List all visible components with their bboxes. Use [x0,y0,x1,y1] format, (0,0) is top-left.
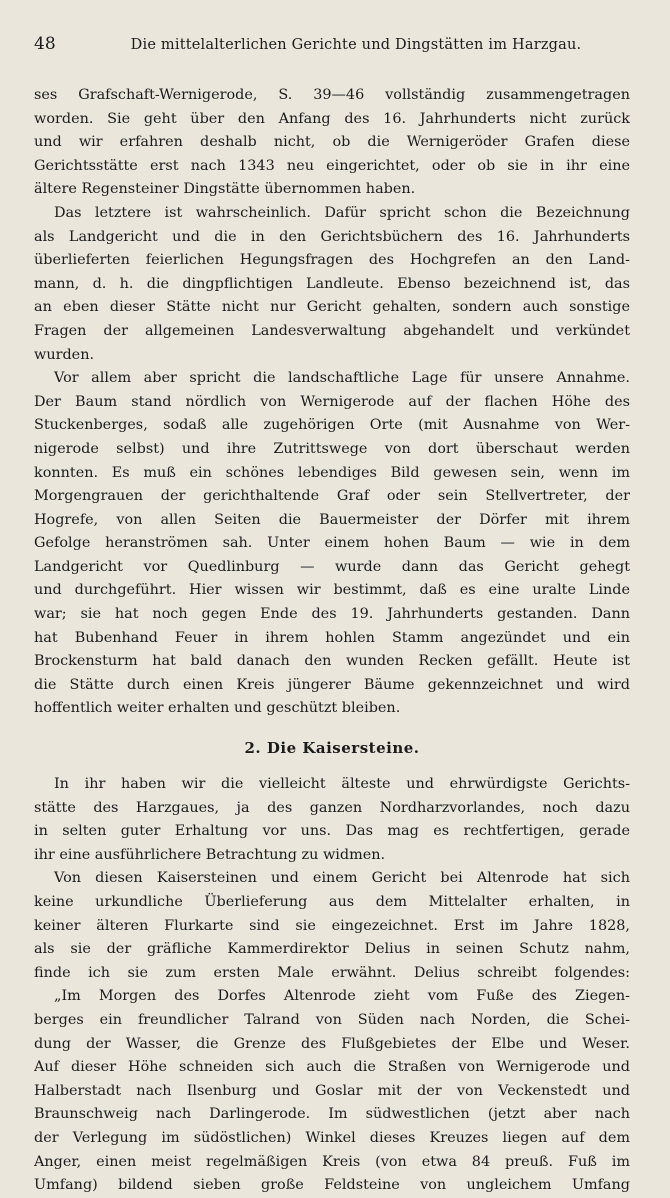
text-line: Hogrefe, von allen Seiten die Bauermeister der Dörfer mit ihrem [34,511,630,528]
text-line: ihr eine ausführlichere Betrachtung zu widmen. [34,846,386,863]
text-line: Stuckenberges, sodaß alle zugehörigen Orte (mit Ausnahme von Wer- [34,417,630,434]
text-line: als Landgericht und die in den Gerichtsbüchern des 16. Jahrhunderts [34,228,630,245]
paragraph-text [34,84,630,721]
text-line: dung der Wasser, die Grenze des Flußgebietes der Elbe und Weser. [34,1035,630,1052]
text-line: Halberstadt nach Ilsenburg und Goslar mit der von Veckenstedt und [34,1082,630,1099]
text-line: in selten guter Erhaltung vor uns. Das mag es rechtfertigen, gerade [34,823,630,840]
text-line: berges ein freundlicher Talrand von Süden nach Norden, die Schei- [34,1011,630,1028]
text-line: Anger, einen meist regelmäßigen Kreis (von etwa 84 preuß. Fuß im [34,1153,630,1170]
text-line: Der Baum stand nördlich von Wernigerode auf der flachen Höhe des [34,393,630,410]
text-line: und wir erfahren deshalb nicht, ob die Wernigeröder Grafen diese [34,134,630,151]
running-head: Die mittelalterlichen Gerichte und Dingstätten im Harzgau. [130,37,582,53]
text-line: Brockensturm hat bald danach den wunden Recken gefällt. Heute ist [34,653,630,670]
text-line: die Stätte durch einen Kreis jüngerer Bäume gekennzeichnet und wird [34,676,630,693]
text-line: Morgengrauen der gerichthaltende Graf oder sein Stellvertreter, der [34,488,630,505]
text-line: Fragen der allgemeinen Landesverwaltung abgehandelt und verkündet [34,322,630,339]
text-line: ältere Regensteiner Dingstätte übernommen haben. [34,181,416,198]
text-block-2 [34,773,630,1198]
text-line: mann, d. h. die dingpflichtigen Landleute. Ebenso bezeichnend ist, das [34,275,630,292]
text-line: und durchgeführt. Hier wissen wir bestimmt, daß es eine uralte Linde [34,582,630,599]
text-block-1 [34,84,630,721]
text-line: Vor allem aber spricht die landschaftliche Lage für unsere Annahme. [54,370,630,387]
section-title: 2. Die Kaisersteine. [244,739,420,758]
text-line: keine urkundliche Überlieferung aus dem Mittelalter erhalten, in [34,894,630,910]
text-line: Landgericht vor Quedlinburg — wurde dann das Gericht gehegt [34,558,630,575]
text-line: „Im Morgen des Dorfes Altenrode zieht vom Fuße des Ziegen- [54,988,630,1005]
text-line: Umfang) bildend sieben große Feldsteine von ungleichem Umfang [34,1177,630,1194]
text-line: hat Bubenhand Feuer in ihrem hohlen Stamm angezündet und ein [34,629,630,646]
text-line: stätte des Harzgaues, ja des ganzen Nordharzvorlandes, noch dazu [34,799,630,816]
text-line: wurden. [34,346,95,363]
text-line: Gefolge heranströmen sah. Unter einem hohen Baum — wie in dem [34,535,630,552]
text-line: konnten. Es muß ein schönes lebendiges Bild gewesen sein, wenn im [34,464,630,481]
page-header [34,34,630,64]
text-line: nigerode selbst) und ihre Zutrittswege von dort überschaut werden [34,440,630,457]
text-line: ses Grafschaft-Wernigerode, S. 39—46 vollständig zusammengetragen [34,87,630,103]
text-line: hoffentlich weiter erhalten und geschützt bleiben. [34,700,401,717]
text-line: worden. Sie geht über den Anfang des 16. Jahrhunderts nicht zurück [34,110,630,127]
text-line: an eben dieser Stätte nicht nur Gericht gehalten, sondern auch sonstige [34,299,630,316]
text-line: Braunschweig nach Darlingerode. Im südwestlichen (jetzt aber nach [34,1106,630,1123]
text-line: war; sie hat noch gegen Ende des 19. Jahrhunderts gestanden. Dann [34,606,630,623]
text-line: als sie der gräfliche Kammerdirektor Delius in seinen Schutz nahm, [34,941,630,958]
text-line: Von diesen Kaisersteinen und einem Gericht bei Altenrode hat sich [54,870,630,887]
text-line: der Verlegung im südöstlichen) Winkel dieses Kreuzes liegen auf dem [34,1129,630,1146]
text-line: überlieferten feierlichen Hegungsfragen des Hochgrefen an den Land- [34,252,630,269]
text-line: Auf dieser Höhe schneiden sich auch die Straßen von Wernigerode und [34,1059,630,1076]
text-line: In ihr haben wir die vielleicht älteste und ehrwürdigste Gerichts- [54,776,630,793]
page-number: 48 [34,34,56,54]
text-line: keiner älteren Flurkarte sind sie eingezeichnet. Erst im Jahre 1828, [34,917,630,934]
text-line: Gerichtsstätte erst nach 1343 neu eingerichtet, oder ob sie in ihr eine [34,157,630,174]
text-line: finde ich sie zum ersten Male erwähnt. Delius schreibt folgendes: [34,964,630,981]
text-line: Das letztere ist wahrscheinlich. Dafür spricht schon die Bezeichnung [54,204,630,221]
paragraph-text [34,773,630,1198]
